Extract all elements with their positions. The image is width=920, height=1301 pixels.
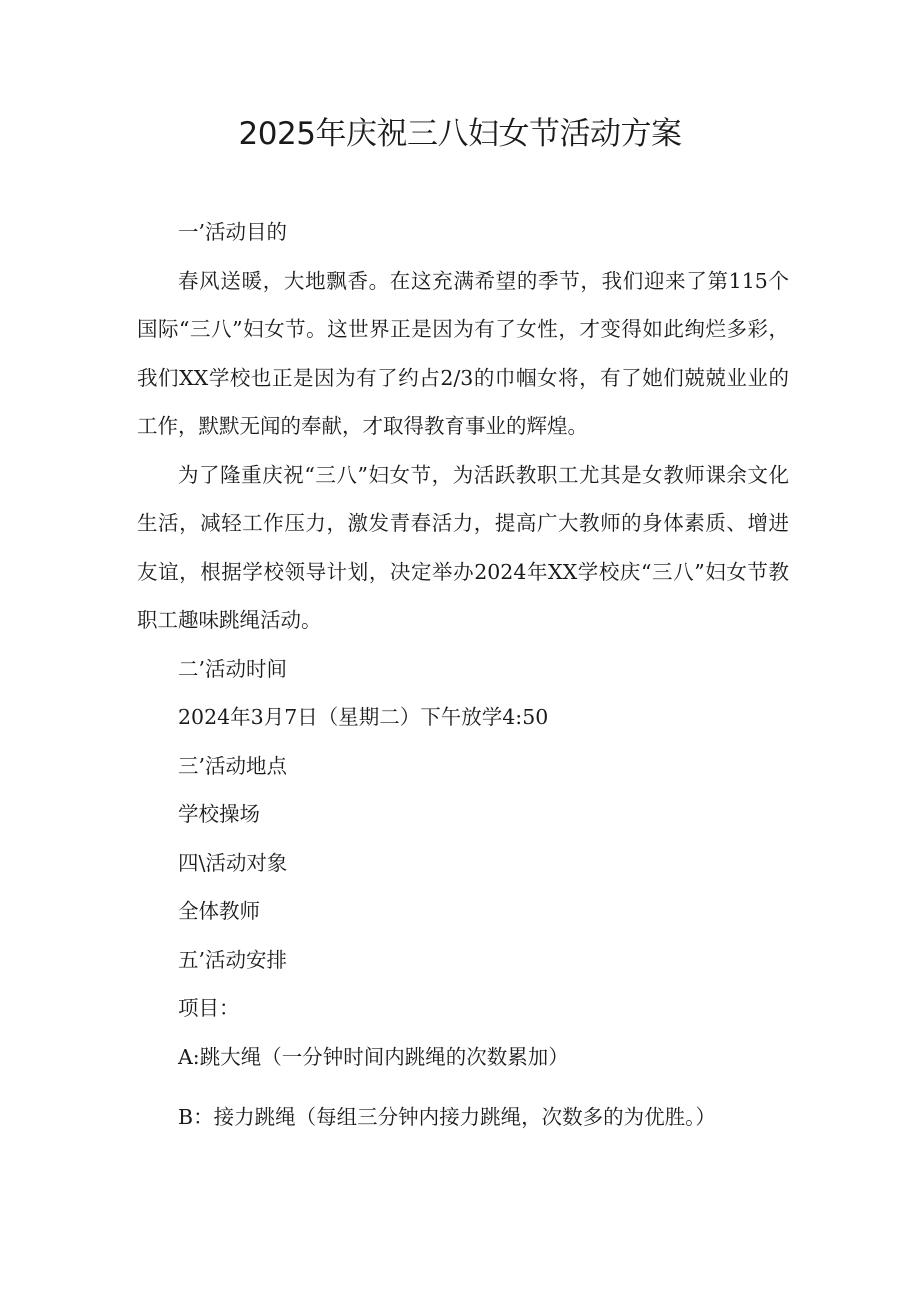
time-value: 2024年3月7日（星期二）下午放学4:50 — [178, 705, 549, 729]
section-heading-place: 三’活动地点 — [178, 753, 288, 778]
items-label: 项目： — [178, 996, 240, 1020]
section-heading-time: 二’活动时间 — [178, 656, 288, 681]
item-a: A:跳大绳（一分钟时间内跳绳的次数累加） — [178, 1044, 569, 1069]
document-title: 2025年庆祝三八妇女节活动方案 — [238, 116, 682, 152]
paragraph-purpose: 春风送暖，大地飘香。在这充满希望的季节，我们迎来了第115个国际“三八”妇女节。这世界正是因为有了女性，才变得如此绚烂多彩，我们XX学校也正是因为有了约占2/3的巾帼女将，有了她们兢兢业业的工作，默默无闻的奉献，才取得教育事业的辉煌。 — [137, 268, 789, 438]
section-heading-purpose: 一’活动目的 — [178, 220, 288, 244]
section-heading-arrangement: 五’活动安排 — [178, 947, 288, 972]
place-value: 学校操场 — [178, 802, 260, 826]
document-body — [137, 208, 789, 1142]
target-value: 全体教师 — [178, 899, 260, 923]
paragraph-reason: 为了隆重庆祝“三八”妇女节，为活跃教职工尤其是女教师课余文化生活，减轻工作压力，激发青春活力，提高广大教师的身体素质、增进友谊，根据学校领导计划，决定举办2024年XX学校庆“三八”妇女节教职工趣味跳绳活动。 — [137, 462, 789, 632]
section-heading-target: 四\活动对象 — [178, 850, 288, 875]
item-b: B：接力跳绳（每组三分钟内接力跳绳，次数多的为优胜。） — [178, 1105, 716, 1129]
